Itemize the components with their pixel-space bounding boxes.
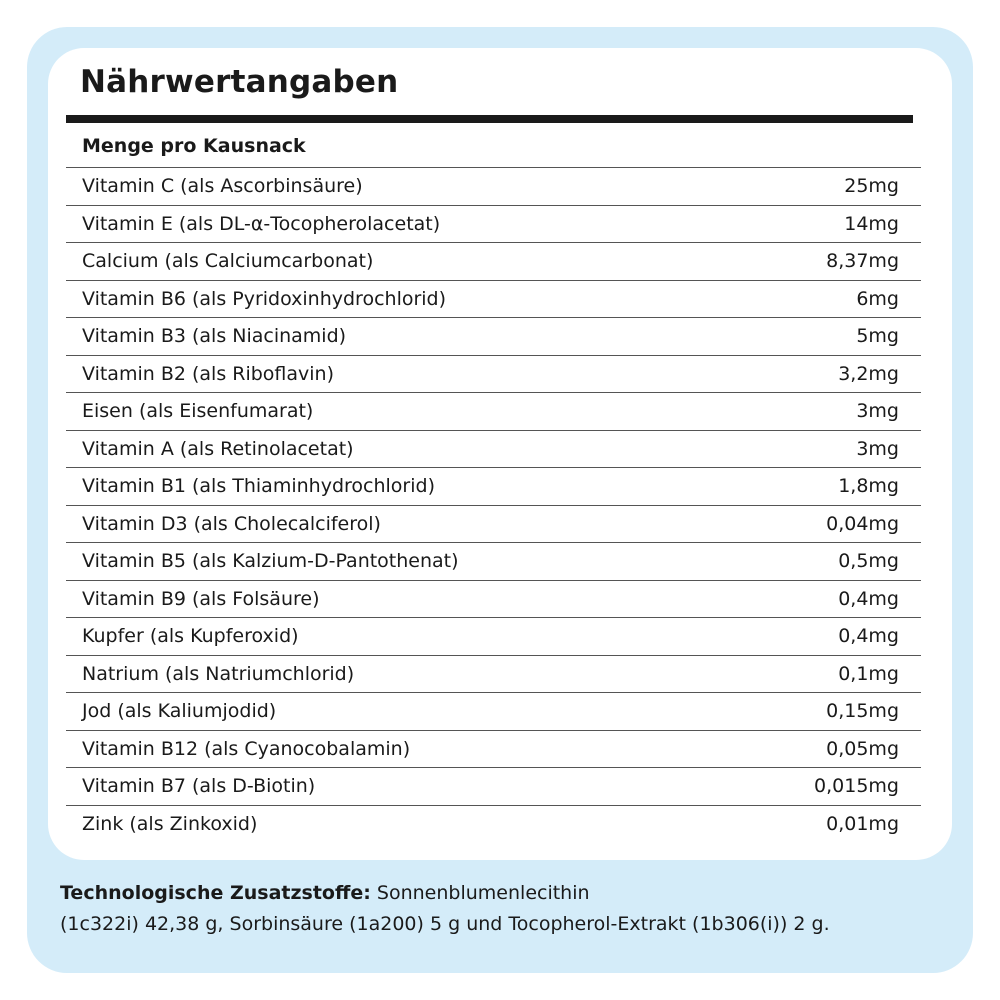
table-row bbox=[66, 206, 921, 244]
nutrient-name: Natrium (als Natriumchlorid) bbox=[82, 662, 355, 685]
nutrient-amount: 3mg bbox=[856, 437, 899, 460]
nutrient-name: Jod (als Kaliumjodid) bbox=[82, 700, 277, 723]
table-row bbox=[66, 656, 921, 694]
nutrient-name: Vitamin A (als Retinolacetat) bbox=[82, 437, 354, 460]
nutrient-name: Vitamin B12 (als Cyanocobalamin) bbox=[82, 737, 411, 760]
table-row bbox=[66, 693, 921, 731]
nutrient-name: Vitamin B6 (als Pyridoxinhydrochlorid) bbox=[82, 287, 447, 310]
nutrition-table bbox=[66, 124, 921, 843]
table-header: Menge pro Kausnack bbox=[66, 124, 921, 168]
nutrient-amount: 3,2mg bbox=[838, 362, 899, 385]
page-title: Nährwertangaben bbox=[80, 64, 399, 100]
title-divider bbox=[66, 115, 913, 123]
nutrient-amount: 0,15mg bbox=[826, 700, 899, 723]
nutrient-name: Vitamin B5 (als Kalzium-D-Pantothenat) bbox=[82, 550, 459, 573]
additives-note bbox=[60, 878, 960, 940]
nutrient-name: Vitamin B7 (als D-Biotin) bbox=[82, 775, 316, 798]
nutrient-amount: 3mg bbox=[856, 400, 899, 423]
table-row bbox=[66, 356, 921, 394]
table-row bbox=[66, 318, 921, 356]
nutrient-amount: 0,01mg bbox=[826, 813, 899, 836]
table-row bbox=[66, 506, 921, 544]
nutrient-name: Vitamin B9 (als Folsäure) bbox=[82, 587, 320, 610]
table-row bbox=[66, 543, 921, 581]
nutrient-amount: 1,8mg bbox=[838, 475, 899, 498]
nutrient-amount: 0,1mg bbox=[838, 662, 899, 685]
nutrient-amount: 0,05mg bbox=[826, 737, 899, 760]
nutrient-amount: 0,4mg bbox=[838, 625, 899, 648]
table-row bbox=[66, 731, 921, 769]
additives-label: Technologische Zusatzstoffe: bbox=[60, 882, 371, 904]
nutrient-name: Kupfer (als Kupferoxid) bbox=[82, 625, 299, 648]
nutrient-amount: 6mg bbox=[856, 287, 899, 310]
nutrient-amount: 0,015mg bbox=[814, 775, 899, 798]
table-row bbox=[66, 281, 921, 319]
additives-text-line2: (1c322i) 42,38 g, Sorbinsäure (1a200) 5 g und Tocopherol-Extrakt (1b306(i)) 2 g. bbox=[60, 913, 830, 935]
nutrient-name: Vitamin B3 (als Niacinamid) bbox=[82, 325, 347, 348]
table-row bbox=[66, 768, 921, 806]
nutrient-name: Vitamin B1 (als Thiaminhydrochlorid) bbox=[82, 475, 435, 498]
nutrient-amount: 0,04mg bbox=[826, 512, 899, 535]
nutrient-amount: 14mg bbox=[844, 212, 899, 235]
nutrient-name: Eisen (als Eisenfumarat) bbox=[82, 400, 314, 423]
table-row bbox=[66, 243, 921, 281]
table-row bbox=[66, 618, 921, 656]
nutrient-name: Calcium (als Calciumcarbonat) bbox=[82, 250, 374, 273]
table-row bbox=[66, 468, 921, 506]
additives-text-line1: Sonnenblumenlecithin bbox=[370, 882, 590, 904]
nutrient-name: Vitamin C (als Ascorbinsäure) bbox=[82, 175, 363, 198]
nutrient-amount: 25mg bbox=[844, 175, 899, 198]
nutrient-amount: 0,4mg bbox=[838, 587, 899, 610]
table-row bbox=[66, 581, 921, 619]
nutrient-name: Vitamin E (als DL-α-Tocopherolacetat) bbox=[82, 212, 441, 235]
nutrient-amount: 0,5mg bbox=[838, 550, 899, 573]
nutrient-amount: 8,37mg bbox=[826, 250, 899, 273]
nutrient-amount: 5mg bbox=[856, 325, 899, 348]
table-row bbox=[66, 393, 921, 431]
nutrient-name: Zink (als Zinkoxid) bbox=[82, 813, 258, 836]
nutrient-name: Vitamin B2 (als Riboflavin) bbox=[82, 362, 335, 385]
table-body bbox=[66, 168, 921, 843]
table-row bbox=[66, 431, 921, 469]
nutrient-name: Vitamin D3 (als Cholecalciferol) bbox=[82, 512, 381, 535]
table-row bbox=[66, 168, 921, 206]
table-row bbox=[66, 806, 921, 844]
